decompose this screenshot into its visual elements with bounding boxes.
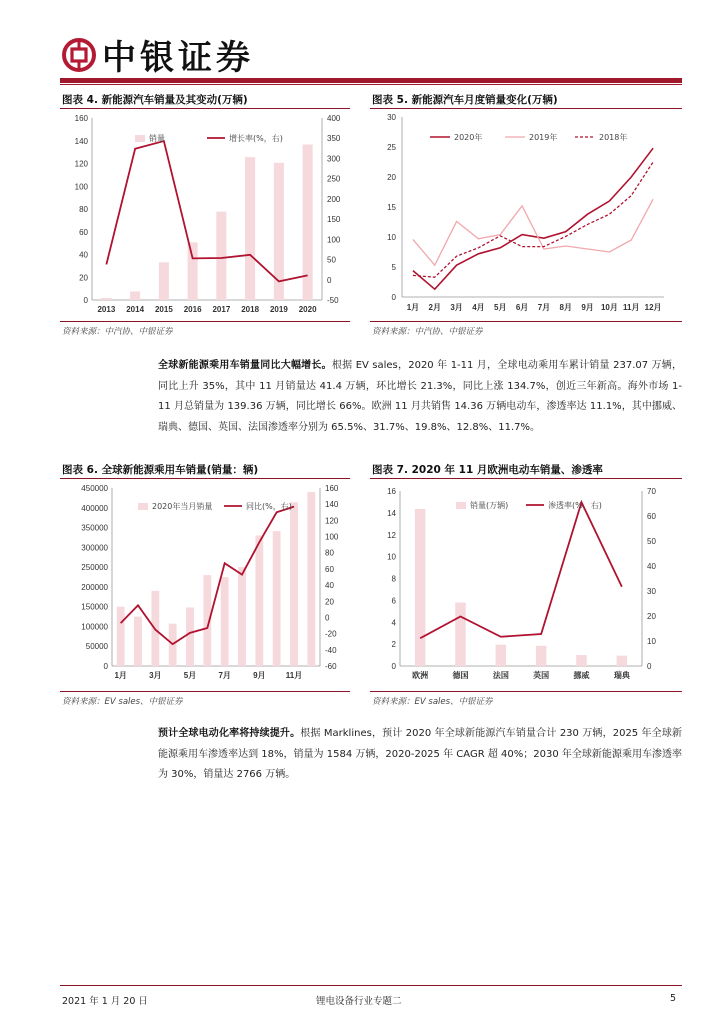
y-tick-label: 350000: [81, 523, 108, 533]
x-tick-label: 2018: [241, 305, 260, 314]
bar: [415, 509, 425, 666]
bar: [134, 617, 142, 666]
paragraph-2-lead: 预计全球电动化率将持续提升。: [158, 728, 301, 739]
bar: [455, 603, 465, 666]
y-tick-label: 150000: [81, 602, 108, 612]
legend-label: 2018年: [599, 133, 628, 142]
line-series: [413, 162, 653, 277]
y-tick-label: 30: [387, 113, 396, 122]
footer-rule: [60, 985, 682, 986]
y2-tick-label: 30: [647, 587, 656, 596]
x-tick-label: 2019: [269, 305, 288, 314]
figure-7-rule: [370, 478, 682, 479]
x-tick-label: 5月: [494, 303, 507, 312]
y-tick-label: 160: [74, 114, 88, 123]
y-tick-label: 20: [387, 173, 396, 182]
y-tick-label: 12: [387, 530, 396, 540]
y2-tick-label: 150: [327, 215, 341, 225]
x-tick-label: 9月: [253, 671, 266, 680]
y2-tick-label: 200: [327, 194, 341, 204]
line-series: [413, 199, 653, 265]
y2-tick-label: 400: [327, 114, 341, 123]
y-tick-label: 120: [74, 159, 88, 169]
x-tick-label: 瑞典: [613, 671, 630, 680]
x-tick-label: 9月: [581, 303, 594, 312]
figure-5-bottom-rule: [370, 321, 682, 322]
figure-6-bottom-rule: [60, 691, 350, 692]
y2-tick-label: 140: [325, 500, 339, 510]
bar: [245, 157, 255, 300]
figure-7-chart: [370, 480, 682, 690]
y-tick-label: 200000: [81, 582, 108, 592]
y-tick-label: 0: [83, 296, 88, 305]
y2-tick-label: 0: [325, 613, 330, 623]
y2-tick-label: -20: [325, 629, 337, 639]
figure-7-source: 资料来源：EV sales、中银证券: [372, 697, 493, 707]
figure-4-rule: [60, 108, 350, 109]
y2-tick-label: 60: [647, 512, 656, 521]
y-tick-label: 140: [74, 136, 88, 146]
y-tick-label: 14: [387, 508, 396, 518]
bar: [221, 577, 229, 666]
y-tick-label: 8: [391, 574, 396, 584]
line-series: [420, 502, 622, 638]
y-tick-label: 80: [79, 205, 88, 214]
x-tick-label: 3月: [149, 671, 162, 680]
bar: [117, 607, 125, 666]
y-tick-label: 2: [391, 640, 396, 650]
x-tick-label: 1月: [406, 303, 420, 312]
legend-line-label: 同比(%，右): [246, 502, 292, 511]
y2-tick-label: -40: [325, 645, 337, 655]
x-tick-label: 3月: [450, 303, 463, 312]
footer-date: 2021 年 1 月 20 日: [62, 996, 148, 1007]
figure-5-rule: [370, 108, 682, 109]
x-tick-label: 2013: [97, 305, 116, 314]
x-tick-label: 2015: [154, 305, 173, 314]
legend-line-label: 渗透率(%，右): [548, 501, 602, 510]
legend-bar-label: 销量: [149, 134, 165, 143]
x-tick-label: 2014: [126, 305, 145, 314]
x-tick-label: 10月: [600, 303, 618, 312]
x-tick-label: 11月: [285, 671, 303, 680]
x-tick-label: 7月: [218, 671, 231, 680]
x-tick-label: 6月: [515, 303, 529, 312]
paragraph-1-lead: 全球新能源乘用车销量同比大幅增长。: [158, 360, 332, 371]
y2-tick-label: 0: [327, 275, 332, 285]
y-tick-label: 450000: [81, 484, 108, 493]
x-tick-label: 2016: [183, 305, 202, 314]
bar: [290, 502, 298, 666]
x-tick-label: 2月: [428, 303, 441, 312]
y2-tick-label: 300: [327, 154, 341, 164]
y2-tick-label: -50: [327, 296, 339, 305]
figure-5-chart: [370, 110, 682, 320]
y-tick-label: 20: [79, 273, 88, 283]
figure-6-chart: [60, 480, 352, 690]
bar: [617, 656, 627, 666]
figure-6-title: 图表 6. 全球新能源乘用车销量(销量：辆): [62, 464, 259, 476]
y-tick-label: 0: [103, 662, 108, 671]
x-tick-label: 2017: [212, 305, 231, 314]
legend-bar-label: 2020年当月销量: [152, 502, 213, 511]
company-logo: [62, 30, 254, 79]
y2-tick-label: 350: [327, 134, 341, 144]
x-tick-label: 1月: [114, 671, 127, 680]
figure-7-bottom-rule: [370, 691, 682, 692]
figure-7-title: 图表 7. 2020 年 11 月欧洲电动车销量、渗透率: [372, 464, 603, 476]
bar: [186, 607, 194, 666]
y-tick-label: 250000: [81, 563, 108, 573]
y-tick-label: 60: [79, 227, 88, 237]
x-tick-label: 2020: [298, 305, 317, 314]
y-tick-label: 0: [391, 662, 396, 671]
bar: [238, 567, 246, 666]
y-tick-label: 5: [391, 263, 396, 272]
bar: [536, 646, 546, 666]
bar: [273, 531, 281, 666]
y2-tick-label: 20: [647, 612, 656, 621]
y2-tick-label: -60: [325, 662, 337, 671]
y2-tick-label: 60: [325, 564, 334, 574]
y2-tick-label: 0: [647, 662, 652, 671]
y2-tick-label: 100: [327, 235, 341, 245]
y-tick-label: 0: [391, 293, 396, 302]
x-tick-label: 德国: [452, 671, 469, 680]
paragraph-1: [158, 356, 682, 438]
x-tick-label: 挪威: [573, 671, 590, 680]
y-tick-label: 300000: [81, 543, 108, 553]
legend-bar-label: 销量(万辆): [470, 501, 509, 510]
legend-bar-swatch: [135, 135, 145, 142]
x-tick-label: 英国: [533, 671, 550, 680]
y2-tick-label: 250: [327, 174, 341, 184]
y-tick-label: 40: [79, 250, 88, 260]
paragraph-2: [158, 724, 682, 786]
figure-4-chart: [60, 110, 352, 320]
y2-tick-label: 120: [325, 516, 339, 526]
figure-6-source: 资料来源：EV sales、中银证券: [62, 697, 183, 707]
y2-tick-label: 10: [647, 637, 656, 646]
bar: [101, 298, 111, 300]
legend-bar-swatch: [138, 503, 148, 510]
figure-4-bottom-rule: [60, 321, 350, 322]
y2-tick-label: 50: [647, 537, 656, 546]
y-tick-label: 100: [74, 182, 88, 192]
bar: [188, 242, 198, 300]
legend-label: 2019年: [529, 133, 558, 142]
boc-logo-icon: [62, 38, 96, 72]
paragraph-2-body: 根据 Marklines，预计 2020 年全球新能源汽车销量合计 230 万辆，2025 年全球新能源乘用车渗透率达到 18%，销量为 1584 万辆，2020-2025 年 CAGR 超 40%；2030 年全球新能源乘用车渗透率为 30%，销量达 2766 万辆。: [158, 728, 682, 780]
x-tick-label: 11月: [623, 303, 640, 312]
line-series: [413, 148, 653, 289]
x-tick-label: 12月: [644, 303, 662, 312]
bar: [576, 655, 586, 666]
bar: [159, 262, 169, 300]
x-tick-label: 4月: [472, 303, 485, 312]
legend-line-label: 增长率(%，右): [229, 134, 283, 143]
legend-label: 2020年: [454, 133, 483, 142]
figure-5-title: 图表 5. 新能源汽车月度销量变化(万辆): [372, 94, 558, 106]
y2-tick-label: 100: [325, 532, 339, 542]
figure-6-rule: [60, 478, 350, 479]
bar: [216, 212, 226, 300]
figure-4-title: 图表 4. 新能源汽车销量及其变动(万辆): [62, 94, 248, 106]
x-tick-label: 7月: [537, 303, 551, 312]
y2-tick-label: 80: [325, 548, 334, 558]
footer-report-name: 锂电设备行业专题二: [316, 996, 402, 1007]
y2-tick-label: 20: [325, 597, 334, 607]
y-tick-label: 4: [391, 618, 396, 628]
legend-bar-swatch: [456, 502, 466, 509]
y-tick-label: 25: [387, 143, 396, 152]
y-tick-label: 6: [391, 596, 396, 606]
x-tick-label: 8月: [559, 303, 572, 312]
company-name: 中银证券: [102, 38, 254, 78]
figure-5-source: 资料来源：中汽协、中银证券: [372, 327, 483, 337]
figure-4-source: 资料来源：中汽协、中银证券: [62, 327, 173, 337]
y-tick-label: 100000: [81, 622, 108, 632]
bar: [274, 163, 284, 300]
y-tick-label: 400000: [81, 503, 108, 513]
y-tick-label: 50000: [85, 642, 108, 652]
y2-tick-label: 40: [325, 581, 334, 591]
x-tick-label: 法国: [492, 671, 509, 680]
y2-tick-label: 40: [647, 562, 656, 571]
x-tick-label: 欧洲: [412, 671, 429, 680]
y-tick-label: 16: [387, 487, 396, 496]
y2-tick-label: 160: [325, 484, 339, 493]
header-rule-thin: [60, 84, 682, 85]
header-rule: [60, 78, 682, 83]
bar: [496, 645, 506, 666]
x-tick-label: 5月: [183, 671, 197, 680]
bar: [255, 535, 263, 666]
paragraph-1-body: 根据 EV sales，2020 年 1-11 月，全球电动乘用车累计销量 237.07 万辆，同比上升 35%，其中 11 月销量达 41.4 万辆，环比增长 21.3%，同比上涨 134.7%，创近三年新高。海外市场 1-11 月总销量为 139.36 万辆，同比增长 66%。欧洲 11 月共销售 14.36 万辆电动车，渗透率达 11.1%，其中挪威、瑞典、德国、英国、法国渗透率分别为 65.5%、31.7%、19.8%、12.8%、11.7%。: [158, 360, 682, 433]
page-number: 5: [670, 993, 677, 1004]
y-tick-label: 15: [387, 203, 396, 212]
bar: [307, 492, 315, 666]
y-tick-label: 10: [387, 233, 396, 242]
y2-tick-label: 70: [647, 487, 656, 496]
y2-tick-label: 50: [327, 255, 336, 265]
y-tick-label: 10: [387, 552, 396, 562]
bar: [130, 291, 140, 300]
